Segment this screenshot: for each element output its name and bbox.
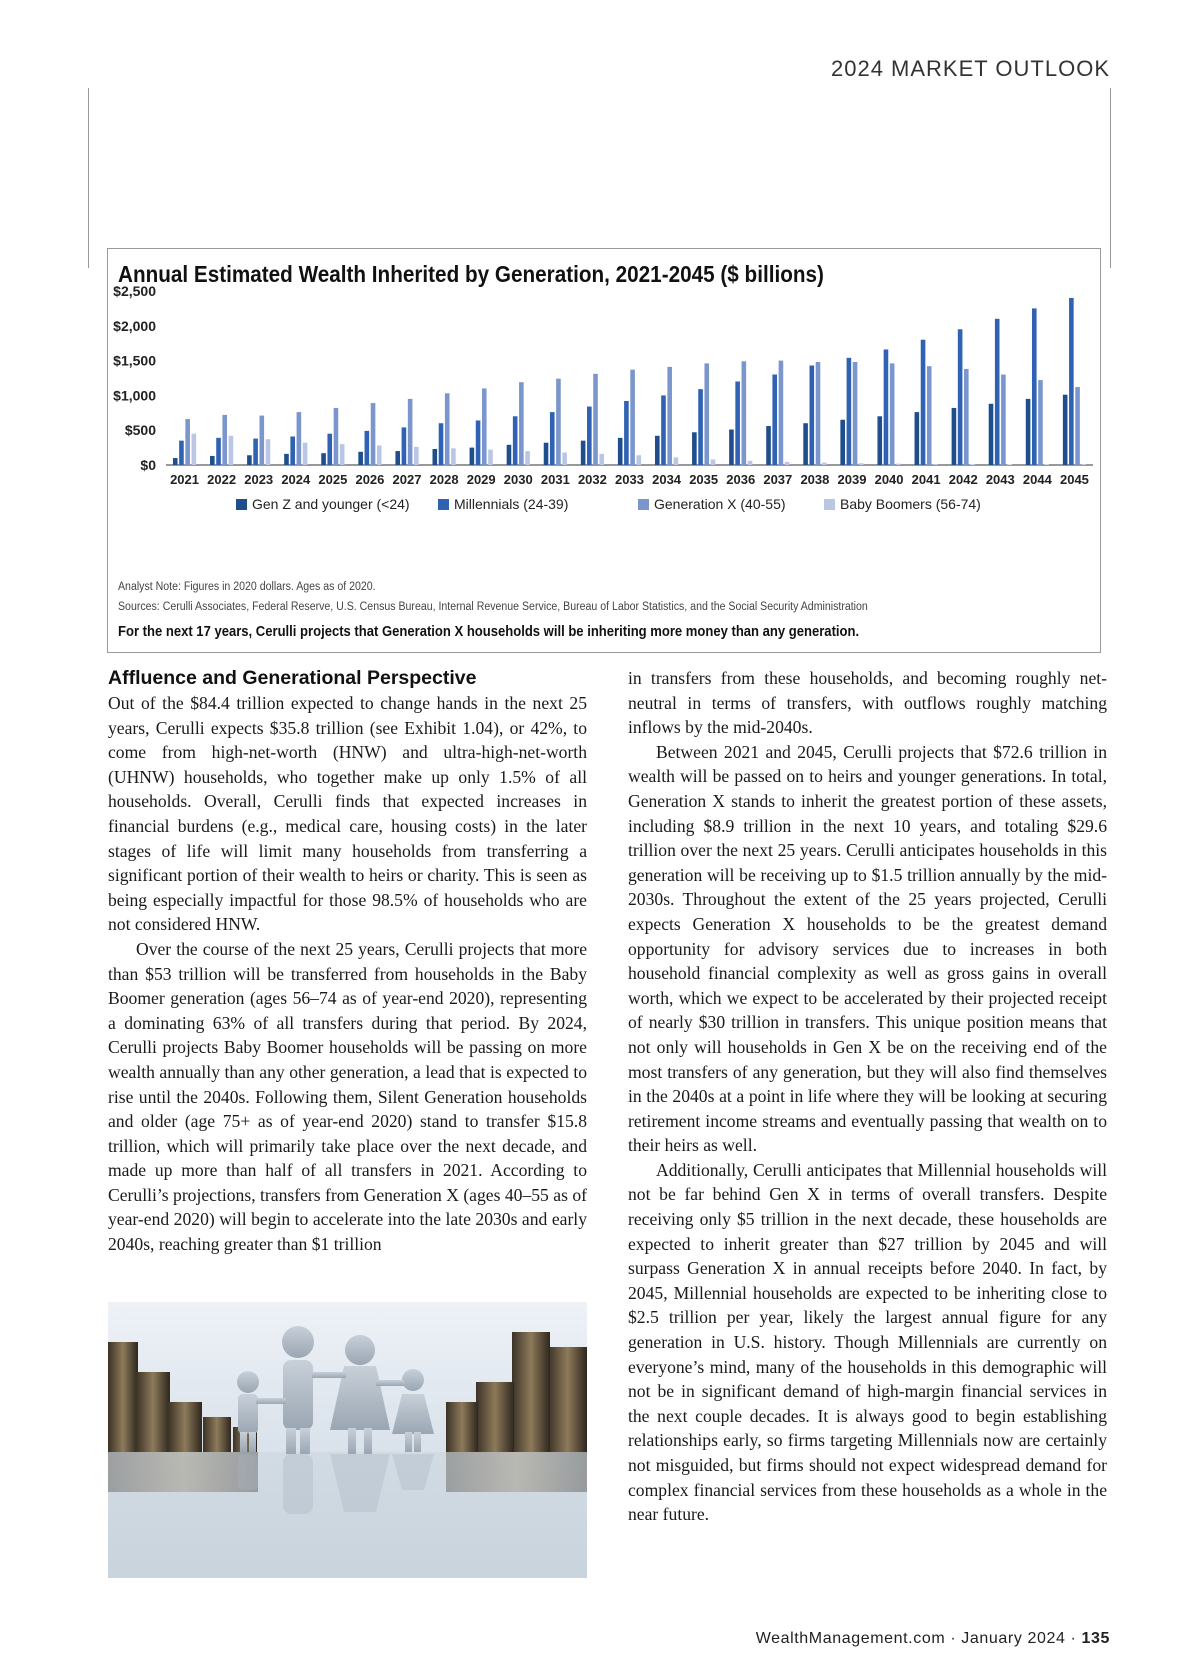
bar-gen-2026 xyxy=(358,452,363,465)
bar-millennials-2043 xyxy=(995,319,1000,465)
bar-generation-2041 xyxy=(927,366,932,465)
x-tick-label: 2041 xyxy=(911,472,941,487)
bar-millennials-2021 xyxy=(179,441,184,465)
bar-baby-2029 xyxy=(488,450,493,465)
x-tick-label: 2038 xyxy=(800,472,830,487)
bar-millennials-2042 xyxy=(958,329,963,465)
bar-generation-2030 xyxy=(519,382,524,465)
bar-baby-2036 xyxy=(748,461,753,465)
x-tick-label: 2037 xyxy=(763,472,793,487)
bar-generation-2045 xyxy=(1075,387,1080,465)
x-tick-label: 2031 xyxy=(540,472,570,487)
bar-gen-2038 xyxy=(803,423,808,465)
legend-swatch xyxy=(438,499,449,510)
y-tick-label: $1,500 xyxy=(113,352,156,369)
bar-baby-2021 xyxy=(192,434,197,465)
chart-caption: For the next 17 years, Cerulli projects that Generation X households will be inheriting more money than any generation. xyxy=(118,624,860,640)
bar-generation-2038 xyxy=(816,362,821,465)
x-tick-label: 2023 xyxy=(244,472,274,487)
bar-gen-2034 xyxy=(655,436,660,465)
bar-baby-2043 xyxy=(1007,464,1012,465)
bar-generation-2042 xyxy=(964,369,969,465)
bar-gen-2031 xyxy=(544,443,549,465)
bar-gen-2043 xyxy=(989,404,994,465)
x-tick-label: 2027 xyxy=(392,472,422,487)
bar-baby-2027 xyxy=(414,447,419,465)
bar-gen-2040 xyxy=(877,416,882,465)
bar-millennials-2041 xyxy=(921,340,926,465)
y-tick-label: $500 xyxy=(124,422,156,439)
bar-millennials-2035 xyxy=(698,389,703,465)
bar-baby-2040 xyxy=(896,464,901,465)
paragraph: Between 2021 and 2045, Cerulli projects that $72.6 trillion in wealth will be passed on to heirs and younger generations. In total, Generation X stands to inherit the greatest portion of these assets, including $8.9 trillion in the next 10 years, and totaling $29.6 trillion over the next 25 years. Cerulli anticipates households in this generation will be receiving up to $1.5 trillion annually by the mid-2030s. Throughout the extent of the 25 years projected, Cerulli expects Generation X households to be the greatest demand opportunity for advisory services due to increases in both household financial complexity as well as gross gains in overall worth, which we expect to be accelerated by their projected receipt of nearly $30 trillion in transfers. This unique position means that not only will households in Gen X be on the receiving end of the most transfers of any generation, but they will also find themselves in the 2040s at a point in life where they will be looking at securing retirement income streams and eventually passing that wealth on to their heirs as well. xyxy=(628,741,1107,1156)
bar-millennials-2039 xyxy=(847,358,852,465)
bar-generation-2035 xyxy=(704,363,709,465)
bar-baby-2037 xyxy=(785,462,790,465)
legend-label: Millennials (24-39) xyxy=(454,496,569,512)
bar-gen-2029 xyxy=(470,448,475,465)
bar-generation-2024 xyxy=(297,412,302,465)
bar-generation-2023 xyxy=(260,416,265,465)
bar-baby-2041 xyxy=(933,464,938,465)
bar-millennials-2038 xyxy=(810,365,815,465)
column-rule-left xyxy=(88,88,89,268)
legend-label: Gen Z and younger (<24) xyxy=(252,496,410,512)
bar-generation-2034 xyxy=(667,367,672,465)
bar-gen-2025 xyxy=(321,453,326,465)
legend-swatch xyxy=(824,499,835,510)
bar-baby-2030 xyxy=(525,451,530,465)
bar-gen-2042 xyxy=(952,408,957,465)
bar-baby-2031 xyxy=(562,452,567,465)
bar-generation-2025 xyxy=(334,408,339,465)
bar-generation-2039 xyxy=(853,362,858,465)
paragraph: in transfers from these households, and becoming roughly net-neutral in terms of transfers, with outflows roughly matching inflows by the mid-2040s. xyxy=(628,668,1107,738)
bar-generation-2044 xyxy=(1038,380,1043,465)
bar-baby-2026 xyxy=(377,446,382,465)
bar-millennials-2025 xyxy=(327,434,332,465)
y-tick-label: $2,500 xyxy=(113,283,156,299)
footer-separator: · xyxy=(950,1630,957,1647)
bar-gen-2027 xyxy=(395,451,400,465)
bar-generation-2029 xyxy=(482,388,487,465)
chart-title: Annual Estimated Wealth Inherited by Generation, 2021-2045 ($ billions) xyxy=(118,261,824,287)
bar-millennials-2029 xyxy=(476,420,481,465)
y-tick-label: $0 xyxy=(140,457,156,473)
bar-baby-2039 xyxy=(859,463,864,465)
legend-label: Generation X (40-55) xyxy=(654,496,786,512)
exhibit-chart-box xyxy=(107,248,1101,653)
bar-generation-2037 xyxy=(779,361,784,465)
y-tick-label: $2,000 xyxy=(113,317,156,334)
bar-generation-2021 xyxy=(185,419,190,465)
bar-millennials-2037 xyxy=(772,375,777,465)
footer-site: WealthManagement.com xyxy=(755,1630,946,1647)
bar-millennials-2026 xyxy=(365,431,370,465)
bar-gen-2021 xyxy=(173,458,178,465)
x-tick-label: 2029 xyxy=(466,472,496,487)
paragraph: Additionally, Cerulli anticipates that Millennial households will not be far behind Gen X in terms of overall transfers. Despite receiving only $5 trillion in the next decade, these households are expected to inherit greater than $27 trillion by 2045 and will surpass Generation X in annual receipts before 2040. In fact, by 2045, Millennial households are expected to be inheriting close to $2.5 trillion per year, likely the largest annual figure for any generation in U.S. history. Though Millennials are currently on everyone’s mind, many of the households in this demographic will not be in significant demand of high-margin financial services in the next couple decades. It is always good to begin establishing relationships early, so firms targeting Millennials now are certainly not misguided, but firms should not expect widespread demand for complex financial services from these households as a whole in the near future. xyxy=(628,1159,1107,1525)
bar-millennials-2040 xyxy=(884,349,889,465)
bar-gen-2037 xyxy=(766,426,771,465)
bar-baby-2034 xyxy=(674,457,679,465)
bar-generation-2040 xyxy=(890,363,895,465)
bar-gen-2041 xyxy=(915,412,920,465)
bar-baby-2032 xyxy=(599,454,604,465)
bar-millennials-2030 xyxy=(513,416,518,465)
bar-gen-2030 xyxy=(507,445,512,465)
bar-baby-2023 xyxy=(266,439,271,465)
bar-millennials-2031 xyxy=(550,412,555,465)
legend-label: Baby Boomers (56-74) xyxy=(840,496,981,512)
bar-gen-2024 xyxy=(284,454,289,465)
bar-millennials-2023 xyxy=(253,439,258,465)
bar-gen-2022 xyxy=(210,456,215,465)
bar-gen-2039 xyxy=(840,420,845,465)
legend-swatch xyxy=(638,499,649,510)
x-tick-label: 2039 xyxy=(837,472,867,487)
x-tick-label: 2043 xyxy=(985,472,1015,487)
bar-gen-2044 xyxy=(1026,399,1031,465)
paragraph: Over the course of the next 25 years, Cerulli projects that more than $53 trillion will be transferred from households in the Baby Boomer generation (ages 56–74 as of year-end 2020), representing a dominating 63% of all transfers during that period. By 2024, Cerulli projects Baby Boomer households will be passing on more wealth annually than any other generation, a lead that is expected to rise until the 2040s. Following them, Silent Generation households and older (age 75+ as of year-end 2020) stand to transfer $15.8 trillion, which will primarily take place over the next decade, and made up more than half of all transfers in 2021. According to Cerulli’s projections, transfers from Generation X (ages 40–55 as of year-end 2020) will begin to accelerate into the late 2030s and early 2040s, reaching greater than $1 trillion xyxy=(108,938,587,1255)
footer-issue: January 2024 xyxy=(961,1630,1066,1647)
bar-generation-2031 xyxy=(556,379,561,465)
bar-baby-2025 xyxy=(340,444,345,465)
x-tick-label: 2035 xyxy=(689,472,719,487)
paragraph: Out of the $84.4 trillion expected to change hands in the next 25 years, Cerulli expects $35.8 trillion (see Exhibit 1.04), or 42%, to come from high-net-worth (HNW) and ultra-high-net-worth (UHNW) households, who together make up only 1.5% of all households. Overall, Cerulli finds that expected increases in financial burdens (e.g., medical care, housing costs) in the later stages of life will limit many households from transferring a significant portion of their wealth to heirs or charity. This is seen as being especially impactful for those 98.5% of households who are not considered HNW. xyxy=(108,693,587,935)
bar-gen-2036 xyxy=(729,430,734,465)
bar-gen-2023 xyxy=(247,455,252,465)
footer-separator: · xyxy=(1070,1630,1077,1647)
bar-generation-2027 xyxy=(408,399,413,465)
x-tick-label: 2021 xyxy=(170,472,200,487)
family-coins-photo xyxy=(108,1302,587,1578)
bar-gen-2028 xyxy=(433,449,438,465)
x-tick-label: 2030 xyxy=(503,472,533,487)
article-column-left xyxy=(108,666,587,1257)
bar-millennials-2027 xyxy=(402,427,407,465)
bar-millennials-2034 xyxy=(661,395,666,465)
bar-gen-2032 xyxy=(581,441,586,465)
analyst-note: Analyst Note: Figures in 2020 dollars. Ages as of 2020. xyxy=(118,581,376,593)
bar-baby-2033 xyxy=(637,455,642,465)
section-title: 2024 MARKET OUTLOOK xyxy=(830,56,1110,81)
article-column-right xyxy=(628,666,1107,1527)
bar-millennials-2022 xyxy=(216,438,221,465)
x-tick-label: 2042 xyxy=(948,472,978,487)
bar-millennials-2032 xyxy=(587,407,592,465)
bar-gen-2045 xyxy=(1063,395,1068,465)
x-tick-label: 2033 xyxy=(615,472,644,487)
bar-generation-2033 xyxy=(630,370,635,465)
x-tick-label: 2022 xyxy=(207,472,237,487)
bar-generation-2043 xyxy=(1001,375,1006,465)
x-tick-label: 2032 xyxy=(577,472,607,487)
x-tick-label: 2034 xyxy=(652,472,682,487)
bar-generation-2026 xyxy=(371,403,376,465)
bar-baby-2042 xyxy=(970,464,975,465)
x-tick-label: 2040 xyxy=(874,472,904,487)
bar-baby-2035 xyxy=(711,459,716,465)
bar-gen-2033 xyxy=(618,438,623,465)
bar-millennials-2045 xyxy=(1069,298,1074,465)
bar-millennials-2033 xyxy=(624,401,629,465)
bar-generation-2022 xyxy=(222,415,227,465)
column-rule-right xyxy=(1110,88,1111,268)
bar-baby-2024 xyxy=(303,443,308,465)
bar-millennials-2028 xyxy=(439,423,444,465)
sources-note: Sources: Cerulli Associates, Federal Reserve, U.S. Census Bureau, Internal Revenue Service, Bureau of Labor Statistics, and the Social Security Administration xyxy=(118,601,868,613)
bar-baby-2028 xyxy=(451,448,456,465)
page-footer xyxy=(756,1630,1110,1648)
bar-millennials-2044 xyxy=(1032,308,1037,465)
x-tick-label: 2025 xyxy=(318,472,348,487)
legend-swatch xyxy=(236,499,247,510)
bar-millennials-2036 xyxy=(735,381,740,465)
y-tick-label: $1,000 xyxy=(113,387,156,404)
bar-gen-2035 xyxy=(692,432,697,465)
x-tick-label: 2036 xyxy=(726,472,756,487)
bar-generation-2028 xyxy=(445,393,450,465)
bar-baby-2022 xyxy=(229,436,234,465)
page-number: 135 xyxy=(1081,1630,1110,1647)
section-heading: Affluence and Generational Perspective xyxy=(108,667,477,689)
x-tick-label: 2045 xyxy=(1059,472,1089,487)
bar-baby-2038 xyxy=(822,463,827,465)
x-tick-label: 2028 xyxy=(429,472,459,487)
x-tick-label: 2044 xyxy=(1022,472,1052,487)
bar-generation-2032 xyxy=(593,374,598,465)
x-tick-label: 2024 xyxy=(281,472,311,487)
bar-millennials-2024 xyxy=(290,436,295,465)
x-tick-label: 2026 xyxy=(355,472,385,487)
bar-generation-2036 xyxy=(742,361,747,465)
